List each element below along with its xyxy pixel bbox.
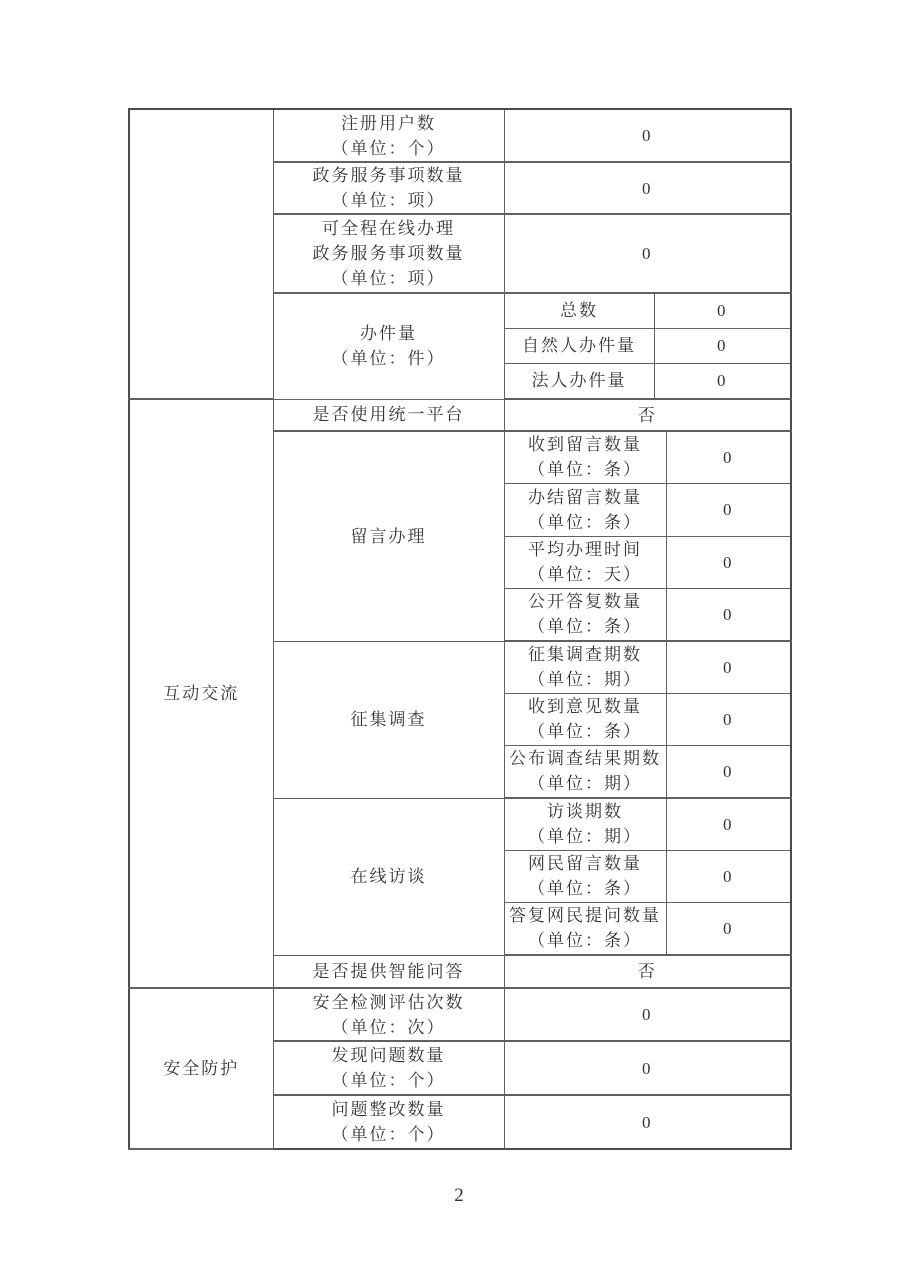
subitem-label-cell [504,293,654,328]
item-label-line: 是否提供智能问答 [312,961,465,981]
subitem-unit-line: （单位：期） [528,827,642,847]
item-unit-line: （单位：个） [331,1071,446,1090]
item-label-cell [273,162,504,214]
subitem-label-cell [504,588,666,641]
item-label-line: 政务服务事项数量 [312,166,465,185]
item-label-line: 是否使用统一平台 [312,405,465,425]
subitem-unit-line: （单位：条） [528,512,642,532]
section-label-cell: 互动交流 [129,399,273,988]
subitem-unit-line: （单位：条） [528,722,642,741]
item-value-cell: 否 [504,955,791,988]
subitem-unit-line: （单位：天） [528,565,642,584]
group-unit-line: （单位：件） [331,349,446,369]
item-label-line: 注册用户数 [341,113,436,133]
subitem-label-cell [504,328,654,363]
item-unit-line: （单位：个） [331,1125,446,1144]
subitem-label-line: 公开答复数量 [528,592,642,612]
item-value-cell: 0 [504,988,791,1041]
subitem-value-cell: 0 [654,363,791,399]
subitem-label-cell [504,363,654,399]
item-label-line: 发现问题数量 [331,1046,446,1065]
subitem-label-cell [504,902,666,955]
report-table [128,108,792,1150]
subitem-unit-line: （单位：期） [528,670,642,690]
item-value-cell: 0 [504,162,791,214]
item-label-line: 政务服务事项数量 [312,244,465,263]
table-row [129,109,791,162]
subitem-label-cell [504,431,666,483]
item-label-line: 可全程在线办理 [322,219,455,238]
item-label-cell [273,1041,504,1095]
subitem-value-cell: 0 [654,293,791,328]
group-label-cell [273,798,504,955]
table-row [129,988,791,1041]
subitem-label-cell [504,693,666,745]
group-label-cell [273,641,504,798]
subitem-value-cell: 0 [666,536,791,588]
subitem-label-line: 网民留言数量 [528,854,642,873]
section-label-cell [129,109,273,399]
subitem-value-cell: 0 [666,588,791,641]
item-unit-line: （单位：个） [331,138,446,158]
item-value-cell: 0 [504,1095,791,1149]
subitem-label-line: 收到留言数量 [528,435,642,455]
page-number: 2 [454,1185,464,1206]
item-unit-line: （单位：次） [331,1017,446,1037]
group-label-line: 办件量 [360,324,417,344]
group-label-line: 留言办理 [350,526,427,546]
subitem-unit-line: （单位：条） [528,931,642,951]
item-label-line: 问题整改数量 [331,1100,446,1119]
subitem-label-line: 自然人办件量 [522,336,636,355]
subitem-label-line: 访谈期数 [547,802,623,822]
group-label-cell [273,293,504,399]
table-row [129,399,791,431]
subitem-label-cell [504,745,666,798]
item-value-cell: 否 [504,399,791,431]
subitem-value-cell: 0 [666,431,791,483]
subitem-label-line: 平均办理时间 [528,540,642,559]
item-value-cell: 0 [504,214,791,293]
subitem-unit-line: （单位：条） [528,617,642,637]
section-label-cell: 安全防护 [129,988,273,1149]
subitem-unit-line: （单位：期） [528,774,642,794]
item-value-cell: 0 [504,109,791,162]
item-label-cell [273,988,504,1041]
subitem-value-cell: 0 [654,328,791,363]
subitem-unit-line: （单位：条） [528,460,642,480]
subitem-unit-line: （单位：条） [528,879,642,898]
subitem-label-line: 收到意见数量 [528,697,642,716]
subitem-label-line: 办结留言数量 [528,487,642,507]
subitem-value-cell: 0 [666,693,791,745]
group-label-cell [273,431,504,641]
subitem-label-line: 征集调查期数 [528,645,642,665]
subitem-value-cell: 0 [666,902,791,955]
item-label-cell [273,399,504,431]
subitem-value-cell: 0 [666,483,791,536]
item-unit-line: （单位：项） [331,191,446,210]
subitem-label-line: 法人办件量 [531,371,627,391]
subitem-label-cell [504,798,666,850]
item-value-cell: 0 [504,1041,791,1095]
subitem-label-cell [504,850,666,902]
subitem-label-cell [504,641,666,693]
subitem-label-line: 公布调查结果期数 [509,749,661,769]
subitem-value-cell: 0 [666,745,791,798]
group-label-line: 征集调查 [350,710,427,729]
item-label-cell [273,1095,504,1149]
item-unit-line: （单位：项） [331,269,446,288]
subitem-label-line: 总数 [560,301,598,321]
item-label-line: 安全检测评估次数 [312,992,465,1012]
subitem-value-cell: 0 [666,798,791,850]
group-label-line: 在线访谈 [350,867,427,886]
subitem-label-cell [504,483,666,536]
subitem-label-cell [504,536,666,588]
item-label-cell [273,109,504,162]
item-label-cell [273,955,504,988]
subitem-value-cell: 0 [666,641,791,693]
subitem-label-line: 答复网民提问数量 [509,906,661,926]
subitem-value-cell: 0 [666,850,791,902]
item-label-cell [273,214,504,293]
